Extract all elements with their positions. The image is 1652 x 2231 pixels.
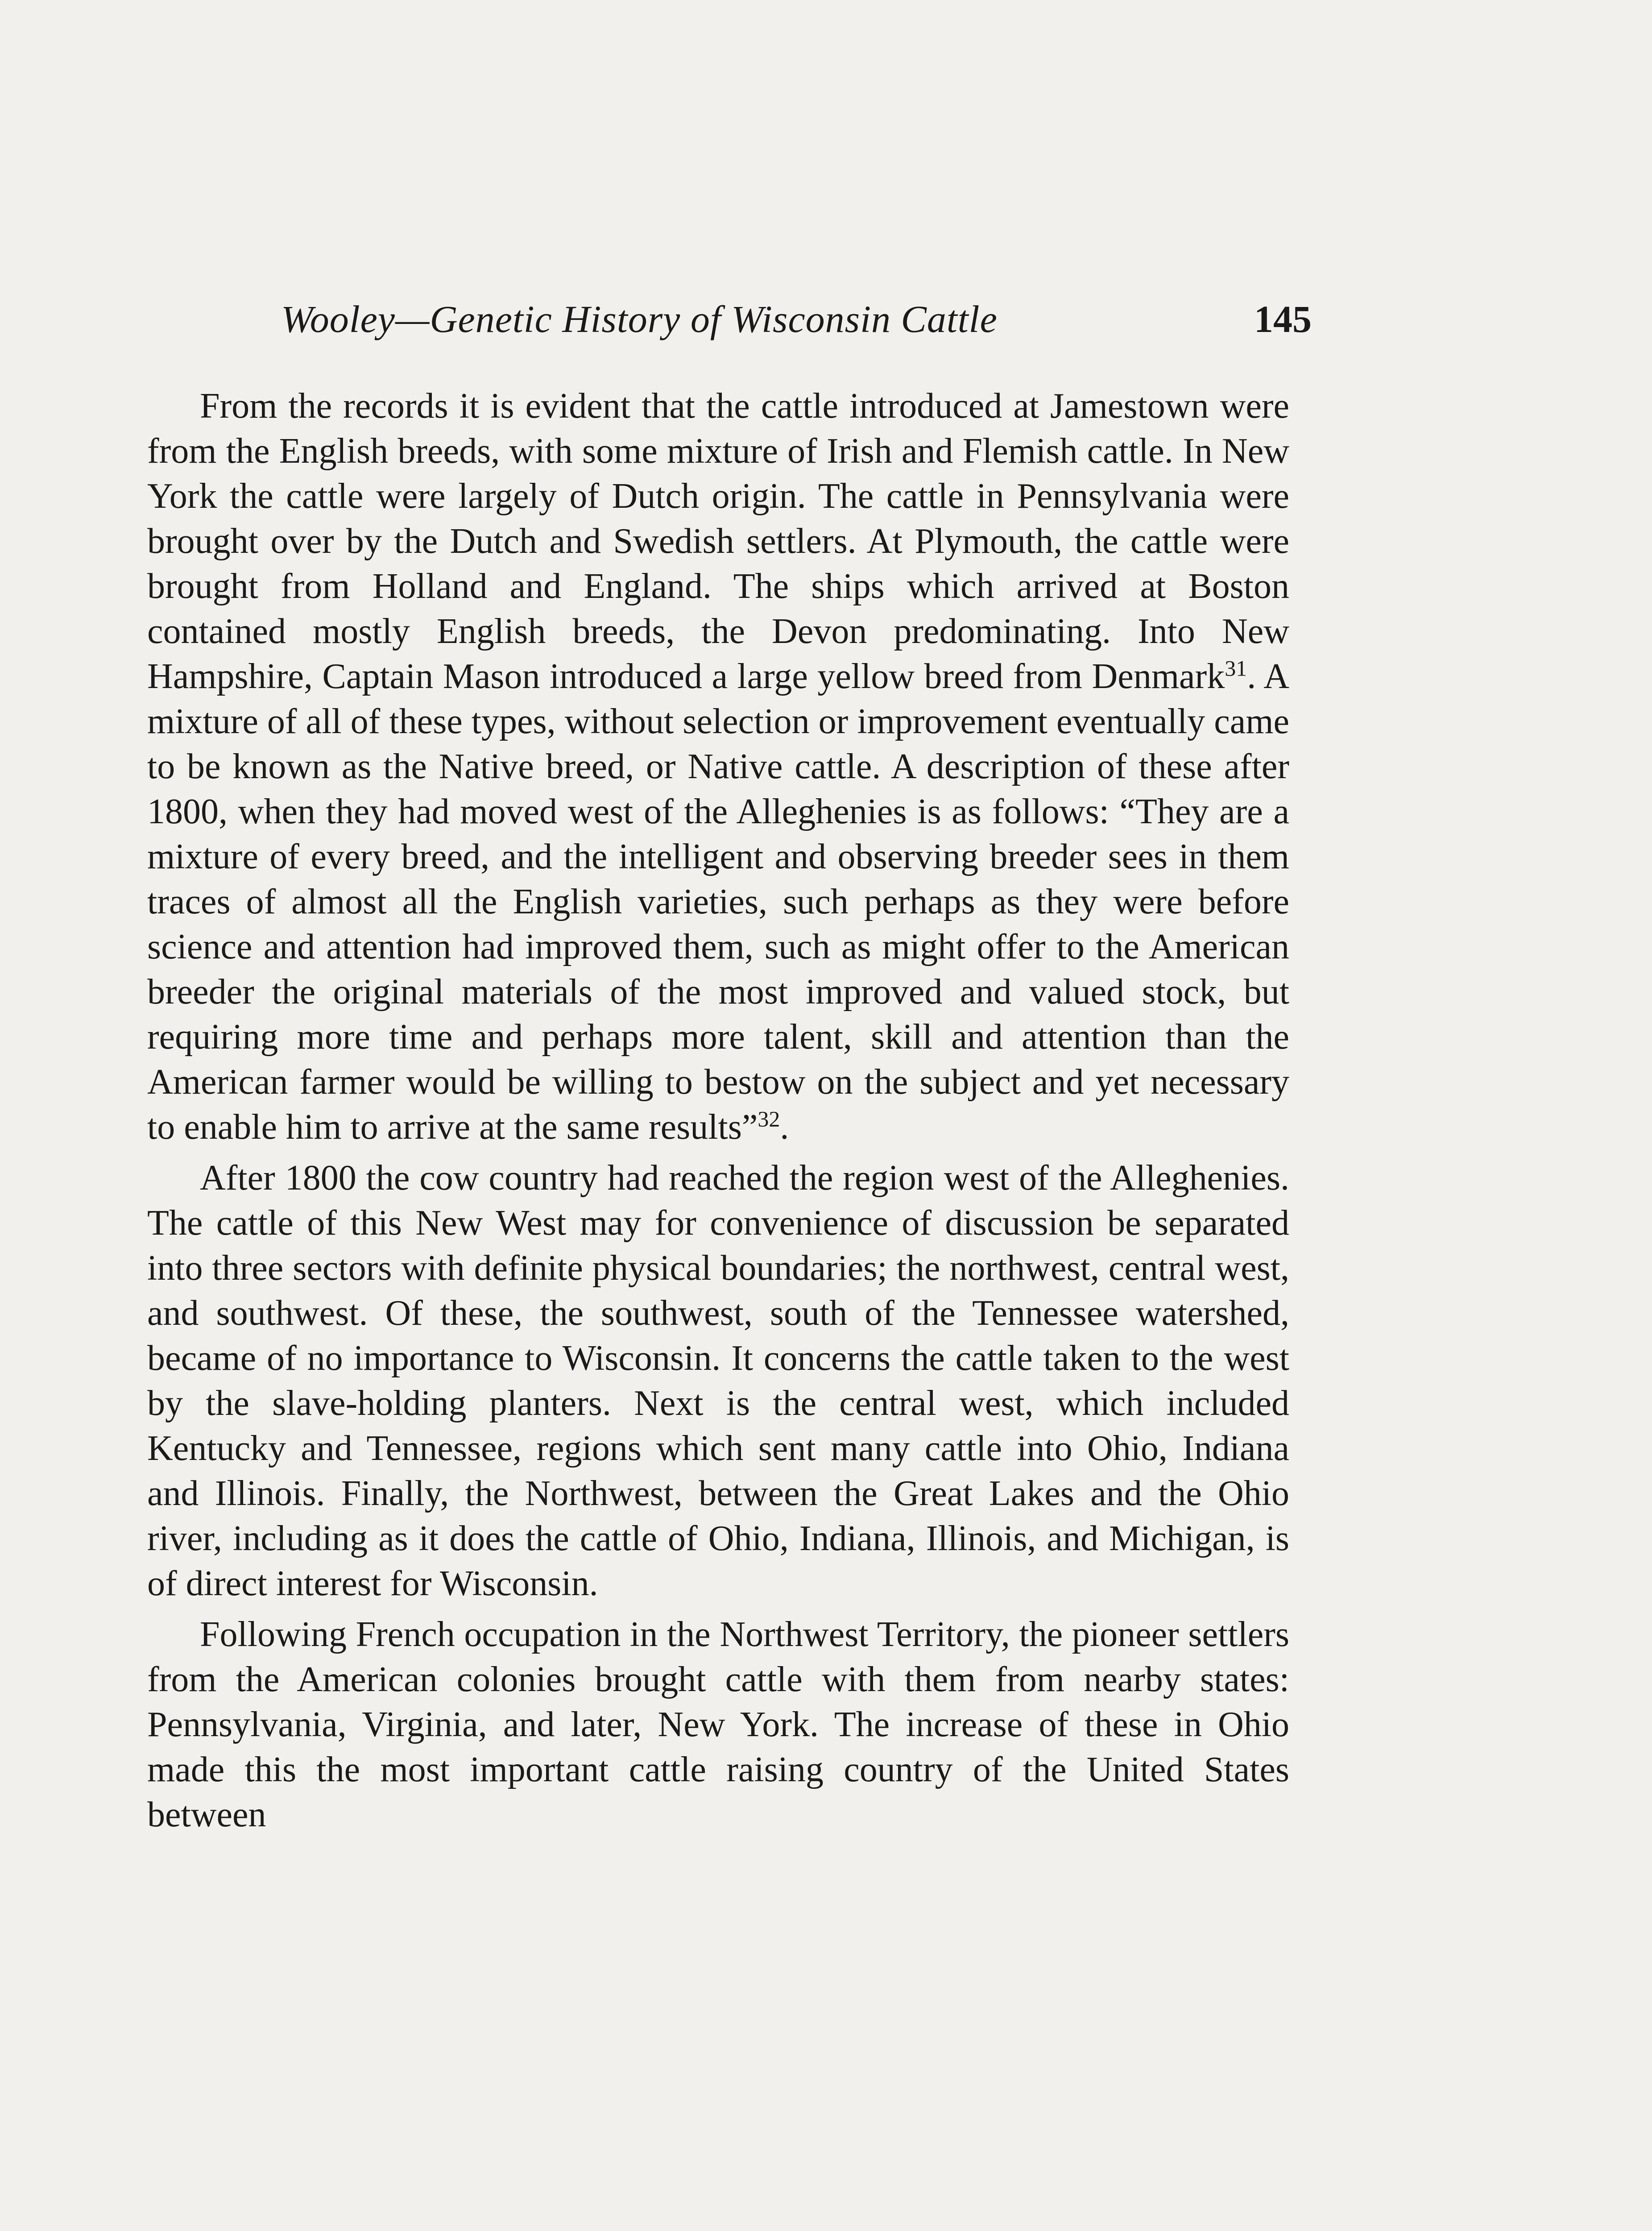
paragraph-2: After 1800 the cow country had reached the region west of the Alleghenies. The cattle of this New West may for convenience of discussion be separated into three sectors with definite physical boundaries; the northwest, central west, and southwest. Of these, the southwest, south of the Tennessee watershed, became of no importance to Wisconsin. It concerns the cattle taken to the west by the slave-holding planters. Next is the central west, which included Kentucky and Tennessee, regions which sent many cattle into Ohio, Indiana and Illinois. Finally, the Northwest, between the Great Lakes and the Ohio river, including as it does the cattle of Ohio, Indiana, Illinois, and Michigan, is of direct interest for Wisconsin. — [147, 1158, 1289, 1603]
body-text — [147, 384, 1289, 1843]
running-title: Wooley—Genetic History of Wisconsin Cattle — [281, 298, 998, 340]
paragraph-1 — [147, 384, 1289, 1150]
paragraph-text: From the records it is evident that the cattle introduced at Jamestown were from the English breeds, with some mixture of Irish and Flemish cattle. In New York the cattle were largely of Dutch origin. The cattle in Pennsylvania were brought over by the Dutch and Swedish settlers. At Plymouth, the cattle were brought from Holland and England. The ships which arrived at Boston contained mostly English breeds, the Devon predominating. Into New Hampshire, Captain Mason introduced a large yellow breed from Denmark — [147, 386, 1289, 696]
footnote-ref-32: 32 — [758, 1106, 780, 1132]
paragraph-3: Following French occupation in the Northwest Territory, the pioneer settlers from the American colonies brought cattle with them from nearby states: Pennsylvania, Virginia, and later, New York. The increase of these in Ohio made this the most important cattle raising country of the United States between — [147, 1615, 1289, 1834]
footnote-ref-31: 31 — [1225, 655, 1247, 681]
paragraph-text: . A mixture of all of these types, without selection or improvement eventually came to be known as the Native breed, or Native cattle. A description of these after 1800, when they had moved west of the Alleghenies is as follows: “They are a mixture of every breed, and the intelligent and observing breeder sees in them traces of almost all the English varieties, such perhaps as they were before science and attention had improved them, such as might offer to the American breeder the original materials of the most improved and valued stock, but requiring more time and perhaps more talent, skill and attention than the American farmer would be willing to bestow on the subject and yet necessary to enable him to arrive at the same results” — [147, 657, 1290, 1147]
page-number: 145 — [1254, 298, 1312, 340]
page-header — [147, 292, 1321, 346]
paragraph-text: . — [780, 1107, 789, 1147]
